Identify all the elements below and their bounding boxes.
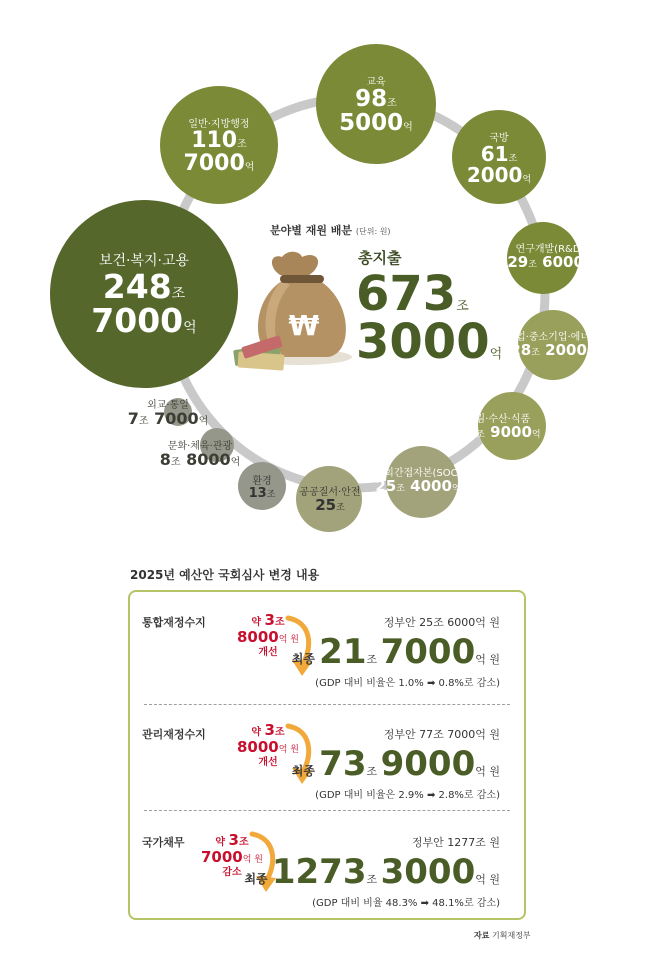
government-proposal: 정부안 77조 7000억 원 (383, 728, 500, 741)
bubble-label: 농림·수산·식품 (465, 414, 531, 425)
bubble-amount-billion: 7000억 (183, 150, 255, 176)
bubble-amount-billion: 7000억 (91, 301, 197, 340)
label-culture (150, 437, 250, 468)
row-label: 관리재정수지 (142, 728, 206, 741)
bubble-amount: 28조 2000억 (510, 341, 596, 359)
bubble-label: 국방 (489, 133, 509, 145)
government-proposal: 정부안 1277조 원 (411, 836, 500, 849)
label-agriculture (444, 410, 552, 440)
change-amount: 약 3조 8000억 원 개선 (237, 611, 299, 658)
gdp-ratio: (GDP 대비 비율 48.3% ➡ 48.1%로 감소) (312, 898, 500, 909)
final-amount: 최종 1273조 3000억 원 (244, 852, 500, 892)
bubble-amount: 25조 (315, 496, 345, 514)
bubble-environment (238, 462, 286, 510)
bubble-defense (452, 110, 546, 204)
bubble-amount: 13조 (248, 485, 276, 501)
allocation-title: 분야별 재원 배분 (단위: 원) (270, 224, 391, 237)
review-row-national-debt (130, 810, 524, 918)
bubble-education (316, 44, 436, 164)
gdp-ratio: (GDP 대비 비율은 1.0% ➡ 0.8%로 감소) (315, 678, 500, 689)
label-industry (492, 328, 614, 358)
bubble-health-welfare (50, 200, 238, 388)
bubble-label: 산업·중소기업·에너지 (506, 332, 600, 343)
review-row-integrated-balance (130, 592, 524, 700)
svg-text:₩: ₩ (288, 309, 320, 342)
change-amount: 약 3조 8000억 원 개선 (237, 721, 299, 768)
bubble-label: 외교·통일 (147, 400, 189, 411)
unit-note: (단위: 원) (355, 227, 391, 236)
final-amount: 최종 73조 9000억 원 (291, 744, 500, 784)
row-label: 국가채무 (142, 836, 185, 849)
bubble-label: 환경 (252, 475, 272, 487)
label-rnd (494, 240, 606, 270)
bubble-amount-trillion: 248조 (102, 267, 186, 307)
bubble-amount: 7조 7000억 (127, 409, 209, 428)
bubble-label: 사회간접자본(SOC) (374, 468, 462, 479)
label-public-order (278, 483, 382, 513)
money-bag-icon (230, 245, 354, 373)
gdp-ratio: (GDP 대비 비율은 2.9% ➡ 2.8%로 감소) (315, 790, 500, 801)
review-row-managed-balance (130, 704, 524, 812)
total-label: 총지출 (358, 249, 402, 267)
bubble-amount-trillion: 61조 (480, 142, 518, 167)
bubble-label: 보건·복지·고용 (98, 253, 190, 270)
government-proposal: 정부안 25조 6000억 원 (383, 616, 500, 629)
total-billion: 3000억 (356, 314, 503, 370)
change-amount: 약 3조 7000억 원 감소 (201, 831, 263, 878)
bubble-label: 공공질서·안전 (299, 487, 361, 498)
final-amount: 최종 21조 7000억 원 (291, 632, 500, 672)
bubble-amount-billion: 5000억 (339, 109, 413, 136)
bubble-label: 일반·지방행정 (188, 119, 250, 131)
bubble-label: 연구개발(R&D) (515, 244, 585, 255)
total-trillion: 673조 (356, 266, 469, 322)
bubble-amount: 25조 4000억 (375, 477, 461, 495)
review-panel (128, 590, 526, 920)
bubble-amount-trillion: 98조 (355, 86, 397, 113)
bubble-label: 문화·체육·관광 (167, 441, 233, 452)
bubble-general-admin (160, 86, 278, 204)
bubble-amount: 8조 8000억 (159, 450, 241, 469)
label-foreign-affairs (120, 396, 216, 427)
row-label: 통합재정수지 (142, 616, 206, 629)
source-note: 자료 기획재정부 (474, 931, 531, 940)
bubble-amount-trillion: 110조 (191, 128, 247, 154)
bubble-amount: 29조 6000억 (507, 253, 593, 271)
bubble-amount-billion: 2000억 (466, 162, 532, 187)
review-title: 2025년 예산안 국회심사 변경 내용 (130, 568, 320, 582)
bubble-amount: 25조 9000억 (455, 423, 541, 441)
bubble-label: 교육 (366, 77, 386, 89)
